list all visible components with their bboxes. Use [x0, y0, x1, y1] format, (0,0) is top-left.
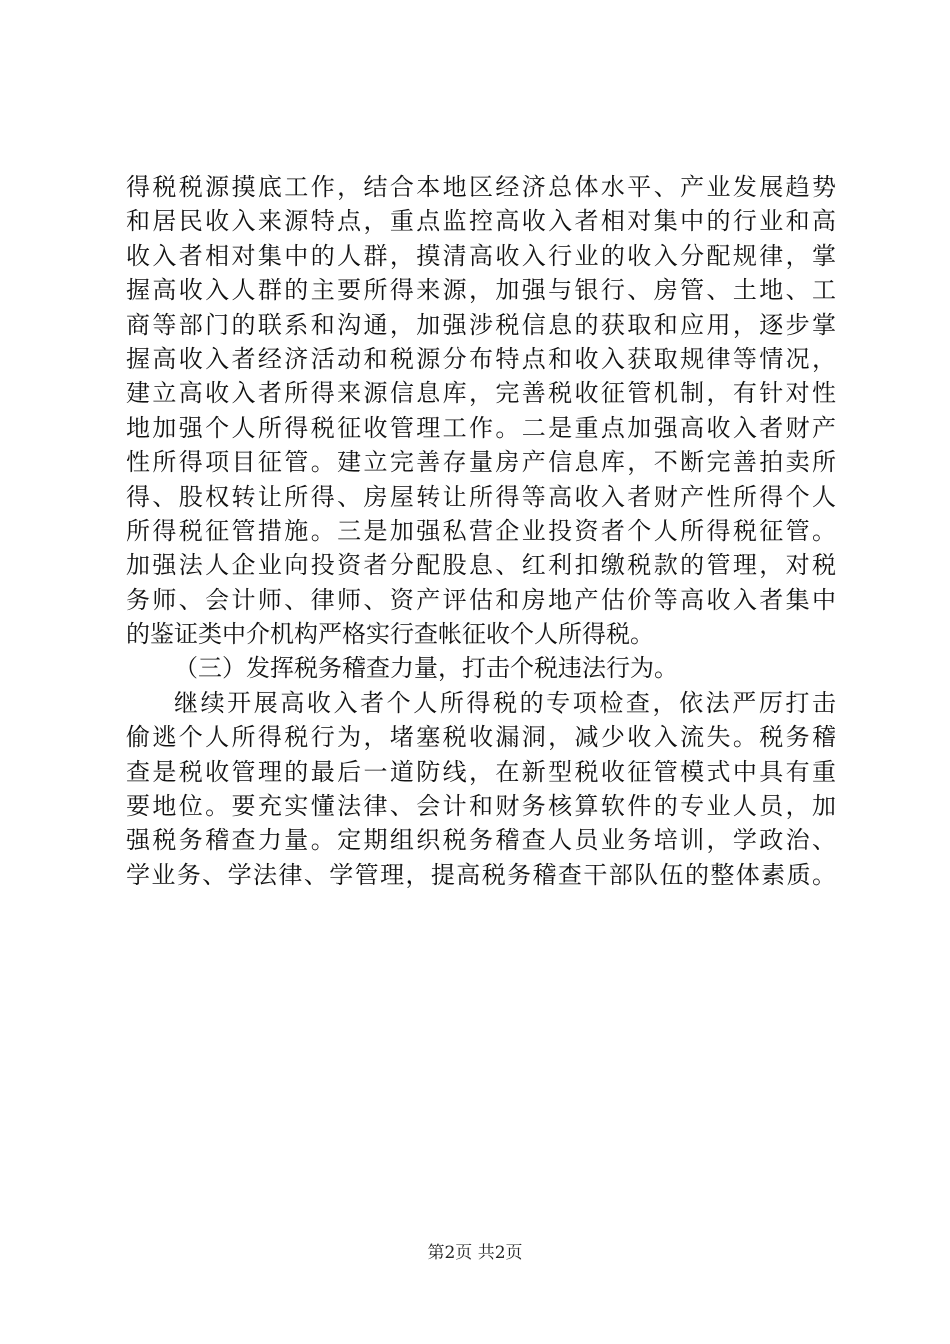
text-line: 握高收入人群的主要所得来源，加强与银行、房管、土地、工	[126, 276, 836, 305]
paragraph-1	[126, 170, 836, 651]
text-line: 商等部门的联系和沟通，加强涉税信息的获取和应用，逐步掌	[126, 310, 836, 339]
text-line: 收入者相对集中的人群，摸清高收入行业的收入分配规律，掌	[126, 241, 836, 270]
text-line: 的鉴证类中介机构严格实行查帐征收个人所得税。	[126, 620, 654, 649]
text-line: 建立高收入者所得来源信息库，完善税收征管机制，有针对性	[126, 379, 836, 408]
text-line: 务师、会计师、律师、资产评估和房地产估价等高收入者集中	[126, 585, 836, 614]
paragraph-2	[126, 686, 836, 892]
text-line: 偷逃个人所得税行为，堵塞税收漏洞，减少收入流失。税务稽	[126, 723, 836, 752]
text-line: 学业务、学法律、学管理，提高税务稽查干部队伍的整体素质。	[126, 860, 836, 889]
text-line: 得税税源摸底工作，结合本地区经济总体水平、产业发展趋势	[126, 173, 836, 201]
text-line: 加强法人企业向投资者分配股息、红利扣缴税款的管理，对税	[126, 551, 836, 580]
text-line: 查是税收管理的最后一道防线，在新型税收征管模式中具有重	[126, 757, 836, 786]
document-body	[126, 170, 836, 892]
page-number-label: 第2页 共2页	[427, 1243, 523, 1263]
text-line: 握高收入者经济活动和税源分布特点和收入获取规律等情况，	[126, 344, 836, 373]
section-heading	[126, 651, 836, 685]
text-line: 继续开展高收入者个人所得税的专项检查，依法严厉打击	[174, 688, 836, 717]
text-line: 强税务稽查力量。定期组织税务稽查人员业务培训，学政治、	[126, 826, 836, 855]
section-heading-text: （三）发挥税务稽查力量，打击个税违法行为。	[174, 654, 678, 683]
text-line: 地加强个人所得税征收管理工作。二是重点加强高收入者财产	[126, 413, 836, 442]
text-line: 所得税征管措施。三是加强私营企业投资者个人所得税征管。	[126, 516, 836, 545]
text-line: 和居民收入来源特点，重点监控高收入者相对集中的行业和高	[126, 207, 836, 236]
text-line: 要地位。要充实懂法律、会计和财务核算软件的专业人员，加	[126, 792, 836, 821]
page-footer	[0, 1243, 950, 1263]
text-line: 得、股权转让所得、房屋转让所得等高收入者财产性所得个人	[126, 482, 836, 511]
text-line: 性所得项目征管。建立完善存量房产信息库，不断完善拍卖所	[126, 448, 836, 477]
